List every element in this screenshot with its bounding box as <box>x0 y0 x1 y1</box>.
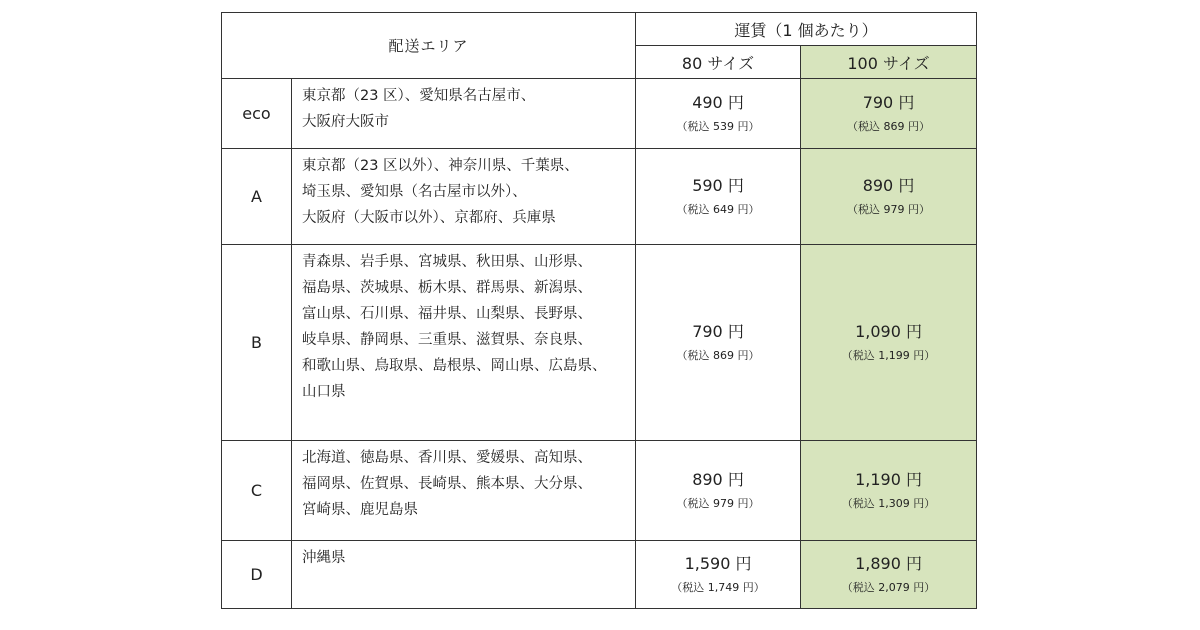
prefecture-line: 沖縄県 <box>302 550 346 566</box>
prefecture-line: 東京都（23 区以外）、神奈川県、千葉県、 <box>302 158 579 174</box>
price-80: 890 円 <box>692 469 744 489</box>
prefecture-line: 青森県、岩手県、宮城県、秋田県、山形県、 <box>302 254 592 270</box>
shipping-rate-table <box>221 12 977 609</box>
tax-100: （税込 869 円） <box>847 119 931 133</box>
prefecture-list <box>292 441 636 541</box>
size-100-header: 100 サイズ <box>801 46 977 79</box>
zone-label: A <box>222 149 292 245</box>
table-row <box>222 245 977 441</box>
prefecture-line: 岐阜県、静岡県、三重県、滋賀県、奈良県、 <box>302 332 592 348</box>
price-100-cell <box>801 79 977 149</box>
tax-80: （税込 869 円） <box>676 348 760 362</box>
price-80-cell <box>636 245 801 441</box>
prefecture-list <box>292 149 636 245</box>
prefecture-list <box>292 245 636 441</box>
area-header: 配送エリア <box>222 13 636 79</box>
table-row <box>222 441 977 541</box>
tax-100: （税込 1,309 円） <box>841 496 936 510</box>
prefecture-line: 山口県 <box>302 384 346 400</box>
price-100: 790 円 <box>862 92 915 112</box>
tax-100: （税込 1,199 円） <box>841 348 936 362</box>
price-100-cell <box>801 149 977 245</box>
zone-label: eco <box>222 79 292 149</box>
price-80-cell <box>636 79 801 149</box>
size-80-header: 80 サイズ <box>636 46 801 79</box>
prefecture-line: 大阪府（大阪市以外）、京都府、兵庫県 <box>302 210 556 226</box>
price-100-cell <box>801 441 977 541</box>
price-80: 590 円 <box>692 175 744 195</box>
prefecture-line: 和歌山県、鳥取県、島根県、岡山県、広島県、 <box>302 358 607 374</box>
price-80-cell <box>636 541 801 609</box>
price-80-cell <box>636 441 801 541</box>
table-row <box>222 541 977 609</box>
zone-label: B <box>222 245 292 441</box>
zone-label: D <box>222 541 292 609</box>
price-100: 890 円 <box>862 175 915 195</box>
price-80: 1,590 円 <box>684 553 752 573</box>
price-80-cell <box>636 149 801 245</box>
table-row <box>222 79 977 149</box>
prefecture-line: 宮崎県、鹿児島県 <box>302 502 418 518</box>
price-80: 790 円 <box>692 321 744 341</box>
prefecture-list <box>292 541 636 609</box>
prefecture-line: 埼玉県、愛知県（名古屋市以外）、 <box>302 184 527 200</box>
price-100: 1,890 円 <box>855 553 922 573</box>
table-row <box>222 149 977 245</box>
tax-100: （税込 2,079 円） <box>841 580 936 594</box>
tax-100: （税込 979 円） <box>847 202 931 216</box>
price-100-cell <box>801 245 977 441</box>
prefecture-line: 福島県、茨城県、栃木県、群馬県、新潟県、 <box>302 280 592 296</box>
price-100: 1,090 円 <box>855 321 922 341</box>
tax-80: （税込 539 円） <box>676 119 760 133</box>
prefecture-line: 東京都（23 区）、愛知県名古屋市、 <box>302 88 536 104</box>
zone-label: C <box>222 441 292 541</box>
prefecture-line: 北海道、徳島県、香川県、愛媛県、高知県、 <box>302 450 592 466</box>
price-80: 490 円 <box>692 92 744 112</box>
price-100-cell <box>801 541 977 609</box>
tax-80: （税込 649 円） <box>676 202 760 216</box>
prefecture-line: 大阪府大阪市 <box>302 114 389 130</box>
prefecture-line: 福岡県、佐賀県、長崎県、熊本県、大分県、 <box>302 476 592 492</box>
prefecture-list <box>292 79 636 149</box>
price-100: 1,190 円 <box>855 469 922 489</box>
tax-80: （税込 979 円） <box>676 496 760 510</box>
prefecture-line: 富山県、石川県、福井県、山梨県、長野県、 <box>302 306 592 322</box>
tax-80: （税込 1,749 円） <box>671 580 765 594</box>
fare-header: 運賃（1 個あたり） <box>636 13 977 46</box>
